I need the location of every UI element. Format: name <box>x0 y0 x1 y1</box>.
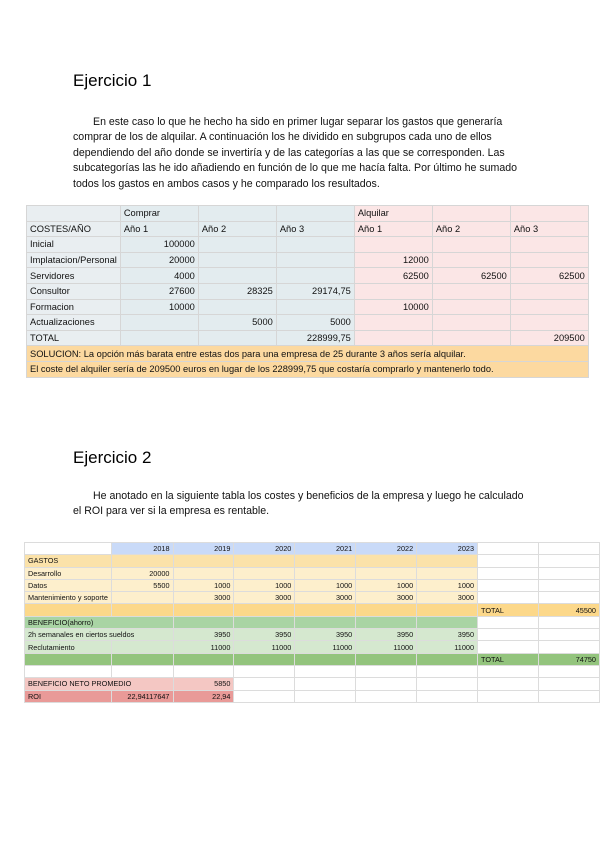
gastos-label: GASTOS <box>25 555 112 567</box>
table-cell: 62500 <box>510 268 588 284</box>
column-header: 2019 <box>173 543 234 555</box>
table-cell: 20000 <box>111 567 173 579</box>
table-cell: 11000 <box>417 641 478 653</box>
table-cell: 100000 <box>120 237 198 253</box>
table-cell <box>120 315 198 331</box>
paragraph-ejercicio-1: En este caso lo que he hecho ha sido en primer lugar separar los gastos que generaría comprar de los de alquilar. A continuación los he dividido en subgrupos cada uno de ellos dependiendo del año donde se invertiría y de las categorías a las que se corresponden. Las subcategorías las he ido añadiendo en función de lo que me hacía falta. Por último he sumado todos los gastos en ambos casos y he comparado los resultados. <box>73 116 518 190</box>
beneficio-total-value: 74750 <box>539 653 600 665</box>
table-row <box>27 283 589 299</box>
table-cell: 5000 <box>276 315 354 331</box>
table-cell <box>276 268 354 284</box>
gastos-total-value: 45500 <box>539 604 600 616</box>
row-label: Reclutamiento <box>25 641 112 653</box>
row-label: Servidores <box>27 268 121 284</box>
table-cell: 10000 <box>120 299 198 315</box>
table-cell <box>354 237 432 253</box>
row-label: Inicial <box>27 237 121 253</box>
table-cell <box>432 299 510 315</box>
table-cell <box>276 237 354 253</box>
table-cell: 1000 <box>173 579 234 591</box>
table-cell <box>510 237 588 253</box>
column-header: 2021 <box>295 543 356 555</box>
table-cell <box>295 567 356 579</box>
table-cell: 4000 <box>120 268 198 284</box>
table-row <box>25 629 600 641</box>
total-row <box>27 330 589 346</box>
table-cell: 1000 <box>234 579 295 591</box>
total-comprar: 228999,75 <box>276 330 354 346</box>
column-header: 2022 <box>356 543 417 555</box>
corner-header: COSTES/AÑO <box>27 221 121 237</box>
total-label: TOTAL <box>478 604 539 616</box>
solution-row <box>27 361 589 377</box>
table-row <box>27 315 589 331</box>
row-label: Consultor <box>27 283 121 299</box>
table-cell: 1000 <box>295 579 356 591</box>
table-cell <box>354 330 432 346</box>
table-cell: 5500 <box>111 579 173 591</box>
table-row <box>25 567 600 579</box>
table-cell <box>354 315 432 331</box>
group-header-alquilar: Alquilar <box>354 206 432 222</box>
table-cell: 62500 <box>354 268 432 284</box>
table-cell: 12000 <box>354 252 432 268</box>
table-row <box>27 299 589 315</box>
table-cell <box>198 299 276 315</box>
table-cell: 62500 <box>432 268 510 284</box>
table-cell: 3950 <box>417 629 478 641</box>
table-cell: 3950 <box>295 629 356 641</box>
row-label: Mantenimiento y soporte <box>25 592 112 604</box>
table-cell <box>432 283 510 299</box>
solution-text: El coste del alquiler sería de 209500 euros en lugar de los 228999,75 que costaría comprarlo y mantenerlo todo. <box>27 361 589 377</box>
column-header: Año 3 <box>510 221 588 237</box>
section-header-beneficio <box>25 616 600 628</box>
table-cell: 11000 <box>234 641 295 653</box>
table-cell: 3000 <box>173 592 234 604</box>
column-header: Año 1 <box>354 221 432 237</box>
column-header: Año 3 <box>276 221 354 237</box>
table-row <box>27 206 589 222</box>
table-cell <box>120 330 198 346</box>
neto-value: 5850 <box>173 678 234 690</box>
neto-row <box>25 678 600 690</box>
table-cell <box>276 299 354 315</box>
solution-row <box>27 346 589 362</box>
row-label: Desarrollo <box>25 567 112 579</box>
roi-label: ROI <box>25 690 112 702</box>
table-comprar-alquilar <box>26 205 589 378</box>
table-cell: 5000 <box>198 315 276 331</box>
table-cell <box>510 315 588 331</box>
table-cell <box>276 252 354 268</box>
table-cell <box>432 252 510 268</box>
table-cell <box>111 592 173 604</box>
column-header: Año 1 <box>120 221 198 237</box>
table-row <box>25 592 600 604</box>
table-cell: 10000 <box>354 299 432 315</box>
table-cell <box>198 237 276 253</box>
table-cell <box>510 283 588 299</box>
table-roi <box>24 542 600 703</box>
roi-value-full: 22,94117647 <box>111 690 173 702</box>
total-alquilar: 209500 <box>510 330 588 346</box>
table-cell <box>510 299 588 315</box>
solution-text: SOLUCION: La opción más barata entre estas dos para una empresa de 25 durante 3 años sería alquilar. <box>27 346 589 362</box>
table-row <box>25 579 600 591</box>
year-header-row <box>25 543 600 555</box>
table-cell <box>111 641 173 653</box>
table-cell <box>234 567 295 579</box>
table-cell: 1000 <box>417 579 478 591</box>
table-cell: 3950 <box>356 629 417 641</box>
roi-value-rounded: 22,94 <box>173 690 234 702</box>
row-label: Actualizaciones <box>27 315 121 331</box>
column-header: Año 2 <box>198 221 276 237</box>
roi-row <box>25 690 600 702</box>
row-label: TOTAL <box>27 330 121 346</box>
table-cell <box>198 330 276 346</box>
table-cell <box>173 567 234 579</box>
row-label: Datos <box>25 579 112 591</box>
heading-ejercicio-2: Ejercicio 2 <box>73 448 152 467</box>
neto-label: BENEFICIO NETO PROMEDIO <box>25 678 174 690</box>
beneficio-label: BENEFICIO(ahorro) <box>25 616 174 628</box>
table-cell <box>432 237 510 253</box>
table-cell: 27600 <box>120 283 198 299</box>
table-cell: 3000 <box>417 592 478 604</box>
table-cell: 29174,75 <box>276 283 354 299</box>
table-cell <box>198 268 276 284</box>
table-row <box>27 252 589 268</box>
table-cell: 11000 <box>173 641 234 653</box>
table-row <box>27 268 589 284</box>
table-cell: 3950 <box>173 629 234 641</box>
row-label: Implatacion/Personal <box>27 252 121 268</box>
table-cell <box>432 315 510 331</box>
table-cell: 28325 <box>198 283 276 299</box>
table-cell <box>417 567 478 579</box>
row-label: Formacion <box>27 299 121 315</box>
table-header-row <box>27 221 589 237</box>
table-cell <box>510 252 588 268</box>
column-header: Año 2 <box>432 221 510 237</box>
column-header: 2018 <box>111 543 173 555</box>
table-cell <box>198 252 276 268</box>
table-row <box>25 641 600 653</box>
column-header: 2020 <box>234 543 295 555</box>
column-header: 2023 <box>417 543 478 555</box>
paragraph-ejercicio-2: He anotado en la siguiente tabla los costes y beneficios de la empresa y luego he calculado el ROI para ver si la empresa es rentable. <box>73 490 524 518</box>
heading-ejercicio-1: Ejercicio 1 <box>73 71 152 90</box>
row-label: 2h semanales en ciertos sueldos <box>25 629 174 641</box>
table-cell: 3000 <box>356 592 417 604</box>
table-cell: 3000 <box>234 592 295 604</box>
beneficio-total-row <box>25 653 600 665</box>
table-cell: 20000 <box>120 252 198 268</box>
table-cell: 3950 <box>234 629 295 641</box>
spacer-row <box>25 665 600 677</box>
total-label: TOTAL <box>478 653 539 665</box>
table-cell: 11000 <box>295 641 356 653</box>
table-cell <box>432 330 510 346</box>
table-cell <box>354 283 432 299</box>
table-cell: 11000 <box>356 641 417 653</box>
group-header-comprar: Comprar <box>120 206 198 222</box>
section-header-gastos <box>25 555 600 567</box>
table-row <box>27 237 589 253</box>
table-cell <box>356 567 417 579</box>
table-cell: 1000 <box>356 579 417 591</box>
gastos-total-row <box>25 604 600 616</box>
table-cell: 3000 <box>295 592 356 604</box>
